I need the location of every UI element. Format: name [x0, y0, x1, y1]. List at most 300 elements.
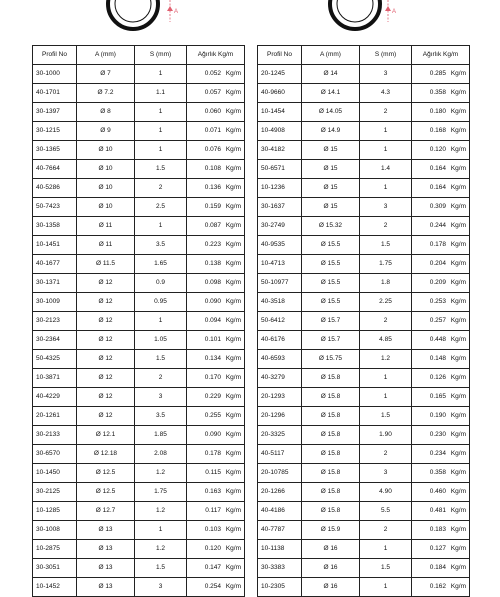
- cell-profil-no: 20-1261: [33, 407, 77, 426]
- weight-value: 0.098: [204, 279, 221, 286]
- cell-s-mm: 0.95: [135, 293, 187, 312]
- cell-weight: [187, 274, 245, 293]
- cell-s-mm: 1.75: [135, 483, 187, 502]
- cell-s-mm: 2.5: [135, 198, 187, 217]
- cell-weight: [412, 122, 470, 141]
- weight-value: 0.183: [429, 526, 446, 533]
- cell-profil-no: 10-1138: [258, 540, 302, 559]
- weight-unit: Kg/m: [225, 355, 241, 362]
- table-row: [33, 464, 245, 483]
- weight-value: 0.244: [429, 222, 446, 229]
- weight-value: 0.127: [429, 545, 446, 552]
- table-row: [33, 236, 245, 255]
- cell-a-mm: Ø 9: [77, 122, 135, 141]
- weight-unit: Kg/m: [450, 374, 466, 381]
- cell-s-mm: 2: [135, 179, 187, 198]
- weight-value: 0.060: [204, 108, 221, 115]
- table-row: [258, 445, 470, 464]
- cell-profil-no: 20-1293: [258, 388, 302, 407]
- cell-a-mm: Ø 13: [77, 559, 135, 578]
- weight-value: 0.120: [204, 545, 221, 552]
- weight-unit: Kg/m: [225, 184, 241, 191]
- table-row: [33, 388, 245, 407]
- weight-value: 0.460: [429, 488, 446, 495]
- cell-s-mm: 1.5: [360, 407, 412, 426]
- cell-a-mm: Ø 15.5: [302, 255, 360, 274]
- cell-s-mm: 1: [135, 122, 187, 141]
- weight-unit: Kg/m: [225, 127, 241, 134]
- table-row: [258, 84, 470, 103]
- table-row: [258, 559, 470, 578]
- weight-value: 0.309: [429, 203, 446, 210]
- table-row: [33, 407, 245, 426]
- cell-profil-no: 40-1677: [33, 255, 77, 274]
- cell-weight: [412, 464, 470, 483]
- cell-profil-no: 30-1358: [33, 217, 77, 236]
- weight-value: 0.168: [429, 127, 446, 134]
- weight-value: 0.178: [204, 450, 221, 457]
- cell-weight: [187, 103, 245, 122]
- cell-profil-no: 50-6412: [258, 312, 302, 331]
- cell-s-mm: 1.65: [135, 255, 187, 274]
- cell-s-mm: 1.1: [135, 84, 187, 103]
- cell-profil-no: 10-3871: [33, 369, 77, 388]
- weight-unit: Kg/m: [450, 165, 466, 172]
- cell-profil-no: 30-2133: [33, 426, 77, 445]
- cell-a-mm: Ø 13: [77, 521, 135, 540]
- table-row: [258, 179, 470, 198]
- table-row: [33, 521, 245, 540]
- profile-table-left: [32, 45, 245, 597]
- weight-value: 0.090: [204, 298, 221, 305]
- table-header-row: [33, 46, 245, 65]
- dimension-marker-right: [386, 0, 398, 22]
- cell-s-mm: 1.5: [135, 350, 187, 369]
- weight-value: 0.178: [429, 241, 446, 248]
- cell-weight: [412, 198, 470, 217]
- weight-value: 0.170: [204, 374, 221, 381]
- weight-unit: Kg/m: [225, 146, 241, 153]
- cell-s-mm: 3.5: [135, 407, 187, 426]
- weight-value: 0.223: [204, 241, 221, 248]
- cell-a-mm: Ø 15: [302, 141, 360, 160]
- cell-weight: [412, 293, 470, 312]
- weight-unit: Kg/m: [450, 431, 466, 438]
- weight-value: 0.115: [205, 469, 221, 476]
- weight-unit: Kg/m: [225, 89, 241, 96]
- cell-s-mm: 1: [135, 141, 187, 160]
- cell-weight: [187, 179, 245, 198]
- cell-s-mm: 0.9: [135, 274, 187, 293]
- table-row: [258, 502, 470, 521]
- cell-profil-no: 20-1266: [258, 483, 302, 502]
- cell-profil-no: 30-1000: [33, 65, 77, 84]
- table-row: [258, 103, 470, 122]
- weight-value: 0.159: [204, 203, 221, 210]
- cell-a-mm: Ø 15.8: [302, 502, 360, 521]
- cell-s-mm: 1.05: [135, 331, 187, 350]
- table-row: [33, 369, 245, 388]
- weight-value: 0.094: [204, 317, 221, 324]
- cell-a-mm: Ø 7.2: [77, 84, 135, 103]
- col-header-profil: Profil No: [33, 46, 77, 65]
- cell-s-mm: 3: [360, 65, 412, 84]
- cell-profil-no: 10-2875: [33, 540, 77, 559]
- cell-weight: [412, 84, 470, 103]
- cell-a-mm: Ø 13: [77, 540, 135, 559]
- table-row: [258, 65, 470, 84]
- col-header-a: A (mm): [302, 46, 360, 65]
- cell-profil-no: 40-9660: [258, 84, 302, 103]
- cell-profil-no: 30-6570: [33, 445, 77, 464]
- cell-a-mm: Ø 13: [77, 578, 135, 597]
- weight-unit: Kg/m: [450, 336, 466, 343]
- weight-unit: Kg/m: [225, 526, 241, 533]
- weight-unit: Kg/m: [450, 203, 466, 210]
- cell-a-mm: Ø 14.1: [302, 84, 360, 103]
- cell-s-mm: 1: [135, 312, 187, 331]
- cell-profil-no: 20-1296: [258, 407, 302, 426]
- cell-a-mm: Ø 12: [77, 274, 135, 293]
- cell-s-mm: 1: [360, 369, 412, 388]
- table-header-row: [258, 46, 470, 65]
- cell-a-mm: Ø 16: [302, 540, 360, 559]
- weight-value: 0.076: [204, 146, 221, 153]
- cell-weight: [187, 350, 245, 369]
- cell-a-mm: Ø 14.9: [302, 122, 360, 141]
- table-row: [33, 502, 245, 521]
- table-body-right: [258, 65, 470, 597]
- cell-profil-no: 40-9535: [258, 236, 302, 255]
- table-row: [258, 141, 470, 160]
- cell-s-mm: 2: [360, 312, 412, 331]
- cell-s-mm: 1.4: [360, 160, 412, 179]
- cell-a-mm: Ø 10: [77, 198, 135, 217]
- weight-unit: Kg/m: [225, 203, 241, 210]
- table-row: [258, 540, 470, 559]
- table-row: [33, 217, 245, 236]
- cell-a-mm: Ø 15.5: [302, 274, 360, 293]
- cell-a-mm: Ø 12: [77, 331, 135, 350]
- table-row: [258, 198, 470, 217]
- cell-s-mm: 1: [135, 521, 187, 540]
- cell-weight: [412, 445, 470, 464]
- weight-value: 0.163: [204, 488, 221, 495]
- table-row: [258, 236, 470, 255]
- cell-s-mm: 1.5: [360, 559, 412, 578]
- cell-a-mm: Ø 12.7: [77, 502, 135, 521]
- cell-weight: [187, 65, 245, 84]
- cell-a-mm: Ø 15.8: [302, 483, 360, 502]
- svg-text:A: A: [174, 9, 179, 15]
- cell-profil-no: 50-10977: [258, 274, 302, 293]
- cell-profil-no: 40-6176: [258, 331, 302, 350]
- weight-value: 0.071: [204, 127, 221, 134]
- cell-profil-no: 30-1008: [33, 521, 77, 540]
- cell-s-mm: 1.8: [360, 274, 412, 293]
- cell-a-mm: Ø 16: [302, 559, 360, 578]
- cell-a-mm: Ø 10: [77, 160, 135, 179]
- table-row: [33, 483, 245, 502]
- cell-s-mm: 1.5: [135, 559, 187, 578]
- weight-value: 0.126: [429, 374, 446, 381]
- weight-value: 0.358: [429, 89, 446, 96]
- cell-profil-no: 30-2125: [33, 483, 77, 502]
- cell-a-mm: Ø 12: [77, 407, 135, 426]
- cell-profil-no: 30-3383: [258, 559, 302, 578]
- weight-unit: Kg/m: [225, 488, 241, 495]
- dimension-arrow-icon: [168, 0, 180, 22]
- table-row: [33, 84, 245, 103]
- cell-weight: [412, 559, 470, 578]
- weight-value: 0.164: [429, 165, 446, 172]
- weight-unit: Kg/m: [450, 469, 466, 476]
- cell-profil-no: 30-1365: [33, 141, 77, 160]
- cell-a-mm: Ø 15.7: [302, 312, 360, 331]
- cell-weight: [187, 198, 245, 217]
- cell-a-mm: Ø 15.7: [302, 331, 360, 350]
- cell-weight: [187, 255, 245, 274]
- weight-unit: Kg/m: [225, 260, 241, 267]
- table-row: [258, 578, 470, 597]
- table-row: [33, 312, 245, 331]
- weight-unit: Kg/m: [225, 317, 241, 324]
- cell-s-mm: 1: [360, 141, 412, 160]
- cell-profil-no: 30-2123: [33, 312, 77, 331]
- weight-unit: Kg/m: [225, 564, 241, 571]
- weight-unit: Kg/m: [225, 298, 241, 305]
- weight-value: 0.481: [429, 507, 446, 514]
- table-row: [33, 160, 245, 179]
- cell-s-mm: 1: [135, 103, 187, 122]
- dimension-marker-left: [168, 0, 180, 22]
- cell-a-mm: Ø 15: [302, 179, 360, 198]
- cell-profil-no: 20-10785: [258, 464, 302, 483]
- table-row: [258, 274, 470, 293]
- weight-value: 0.204: [429, 260, 446, 267]
- cell-profil-no: 10-1452: [33, 578, 77, 597]
- weight-unit: Kg/m: [450, 393, 466, 400]
- table-row: [258, 217, 470, 236]
- weight-unit: Kg/m: [225, 336, 241, 343]
- cell-a-mm: Ø 11.5: [77, 255, 135, 274]
- weight-value: 0.448: [429, 336, 446, 343]
- cell-a-mm: Ø 8: [77, 103, 135, 122]
- cell-s-mm: 1.85: [135, 426, 187, 445]
- cell-profil-no: 10-1450: [33, 464, 77, 483]
- col-header-a: A (mm): [77, 46, 135, 65]
- table-row: [33, 141, 245, 160]
- cell-s-mm: 1.75: [360, 255, 412, 274]
- cell-weight: [187, 388, 245, 407]
- cell-profil-no: 40-7787: [258, 521, 302, 540]
- cell-profil-no: 10-4908: [258, 122, 302, 141]
- cell-weight: [412, 274, 470, 293]
- cell-a-mm: Ø 14: [302, 65, 360, 84]
- cell-s-mm: 3: [360, 464, 412, 483]
- table-row: [258, 312, 470, 331]
- cell-s-mm: 3: [360, 198, 412, 217]
- cell-s-mm: 2: [135, 369, 187, 388]
- cell-weight: [187, 426, 245, 445]
- cell-weight: [412, 369, 470, 388]
- cell-weight: [412, 179, 470, 198]
- weight-unit: Kg/m: [225, 165, 241, 172]
- weight-unit: Kg/m: [450, 317, 466, 324]
- cell-a-mm: Ø 15.32: [302, 217, 360, 236]
- weight-unit: Kg/m: [450, 108, 466, 115]
- cell-profil-no: 40-7664: [33, 160, 77, 179]
- cell-profil-no: 10-1285: [33, 502, 77, 521]
- cell-a-mm: Ø 15.8: [302, 407, 360, 426]
- weight-unit: Kg/m: [450, 564, 466, 571]
- weight-value: 0.209: [429, 279, 446, 286]
- table-row: [258, 483, 470, 502]
- cell-s-mm: 1.2: [135, 464, 187, 483]
- cell-s-mm: 4.3: [360, 84, 412, 103]
- weight-unit: Kg/m: [225, 241, 241, 248]
- cell-profil-no: 10-1454: [258, 103, 302, 122]
- cell-weight: [412, 331, 470, 350]
- weight-unit: Kg/m: [450, 355, 466, 362]
- weight-unit: Kg/m: [450, 507, 466, 514]
- cell-weight: [187, 559, 245, 578]
- cell-profil-no: 40-5117: [258, 445, 302, 464]
- cell-weight: [187, 312, 245, 331]
- cell-weight: [412, 578, 470, 597]
- weight-value: 0.162: [429, 583, 446, 590]
- cell-weight: [412, 160, 470, 179]
- col-header-weight: Ağırlık Kg/m: [187, 46, 245, 65]
- cell-weight: [412, 350, 470, 369]
- table-row: [258, 464, 470, 483]
- tube-profile-drawing-left: [103, 0, 163, 34]
- table-row: [258, 407, 470, 426]
- weight-value: 0.254: [204, 583, 221, 590]
- weight-unit: Kg/m: [450, 583, 466, 590]
- cell-a-mm: Ø 15.8: [302, 445, 360, 464]
- weight-unit: Kg/m: [225, 469, 241, 476]
- table-row: [33, 578, 245, 597]
- svg-text:A: A: [392, 9, 397, 15]
- cell-s-mm: 3: [135, 578, 187, 597]
- cell-a-mm: Ø 14.05: [302, 103, 360, 122]
- weight-unit: Kg/m: [450, 488, 466, 495]
- weight-unit: Kg/m: [225, 222, 241, 229]
- cell-weight: [187, 540, 245, 559]
- cell-a-mm: Ø 10: [77, 141, 135, 160]
- weight-unit: Kg/m: [225, 70, 241, 77]
- cell-profil-no: 30-3051: [33, 559, 77, 578]
- table-row: [33, 426, 245, 445]
- cell-weight: [187, 331, 245, 350]
- cell-weight: [187, 521, 245, 540]
- profile-table-left-container: [32, 45, 245, 597]
- table-row: [258, 350, 470, 369]
- cell-a-mm: Ø 12: [77, 388, 135, 407]
- cell-a-mm: Ø 11: [77, 236, 135, 255]
- cell-profil-no: 10-4713: [258, 255, 302, 274]
- weight-unit: Kg/m: [450, 222, 466, 229]
- cell-profil-no: 50-4325: [33, 350, 77, 369]
- profile-table-right-container: [257, 45, 470, 597]
- weight-unit: Kg/m: [450, 412, 466, 419]
- weight-unit: Kg/m: [450, 89, 466, 96]
- weight-unit: Kg/m: [225, 583, 241, 590]
- cell-a-mm: Ø 15: [302, 160, 360, 179]
- table-row: [258, 331, 470, 350]
- weight-value: 0.164: [429, 184, 446, 191]
- table-row: [258, 369, 470, 388]
- cell-profil-no: 40-4186: [258, 502, 302, 521]
- cell-weight: [412, 141, 470, 160]
- cell-profil-no: 50-6571: [258, 160, 302, 179]
- cell-profil-no: 40-4229: [33, 388, 77, 407]
- weight-value: 0.190: [429, 412, 446, 419]
- cell-weight: [412, 521, 470, 540]
- ring-icon: [325, 0, 385, 34]
- weight-value: 0.184: [429, 564, 446, 571]
- table-row: [33, 65, 245, 84]
- cell-weight: [187, 407, 245, 426]
- cell-s-mm: 4.85: [360, 331, 412, 350]
- table-row: [33, 350, 245, 369]
- weight-unit: Kg/m: [225, 279, 241, 286]
- cell-a-mm: Ø 10: [77, 179, 135, 198]
- cell-profil-no: 40-3518: [258, 293, 302, 312]
- cell-s-mm: 2: [360, 445, 412, 464]
- cell-a-mm: Ø 15.8: [302, 426, 360, 445]
- cell-s-mm: 2: [360, 521, 412, 540]
- cell-weight: [412, 65, 470, 84]
- weight-unit: Kg/m: [450, 260, 466, 267]
- weight-value: 0.147: [204, 564, 221, 571]
- cell-s-mm: 1: [360, 179, 412, 198]
- cell-a-mm: Ø 15: [302, 198, 360, 217]
- cell-profil-no: 30-1637: [258, 198, 302, 217]
- table-row: [258, 255, 470, 274]
- cell-s-mm: 2.25: [360, 293, 412, 312]
- cell-s-mm: 1: [360, 388, 412, 407]
- cell-s-mm: 1.5: [360, 236, 412, 255]
- cell-weight: [187, 141, 245, 160]
- cell-profil-no: 30-1397: [33, 103, 77, 122]
- weight-unit: Kg/m: [225, 450, 241, 457]
- weight-value: 0.358: [429, 469, 446, 476]
- cell-weight: [187, 464, 245, 483]
- weight-unit: Kg/m: [225, 374, 241, 381]
- cell-profil-no: 30-2364: [33, 331, 77, 350]
- ring-icon: [103, 0, 163, 34]
- cell-s-mm: 2: [360, 103, 412, 122]
- weight-unit: Kg/m: [450, 241, 466, 248]
- weight-value: 0.117: [205, 507, 221, 514]
- cell-profil-no: 30-4182: [258, 141, 302, 160]
- cell-s-mm: 1: [135, 217, 187, 236]
- weight-unit: Kg/m: [450, 70, 466, 77]
- table-row: [258, 293, 470, 312]
- cell-s-mm: 1.2: [135, 502, 187, 521]
- weight-unit: Kg/m: [450, 545, 466, 552]
- cell-profil-no: 30-2749: [258, 217, 302, 236]
- weight-unit: Kg/m: [450, 450, 466, 457]
- cell-a-mm: Ø 15.5: [302, 236, 360, 255]
- cell-weight: [187, 369, 245, 388]
- weight-unit: Kg/m: [450, 279, 466, 286]
- table-row: [33, 103, 245, 122]
- cell-profil-no: 10-1451: [33, 236, 77, 255]
- table-row: [258, 426, 470, 445]
